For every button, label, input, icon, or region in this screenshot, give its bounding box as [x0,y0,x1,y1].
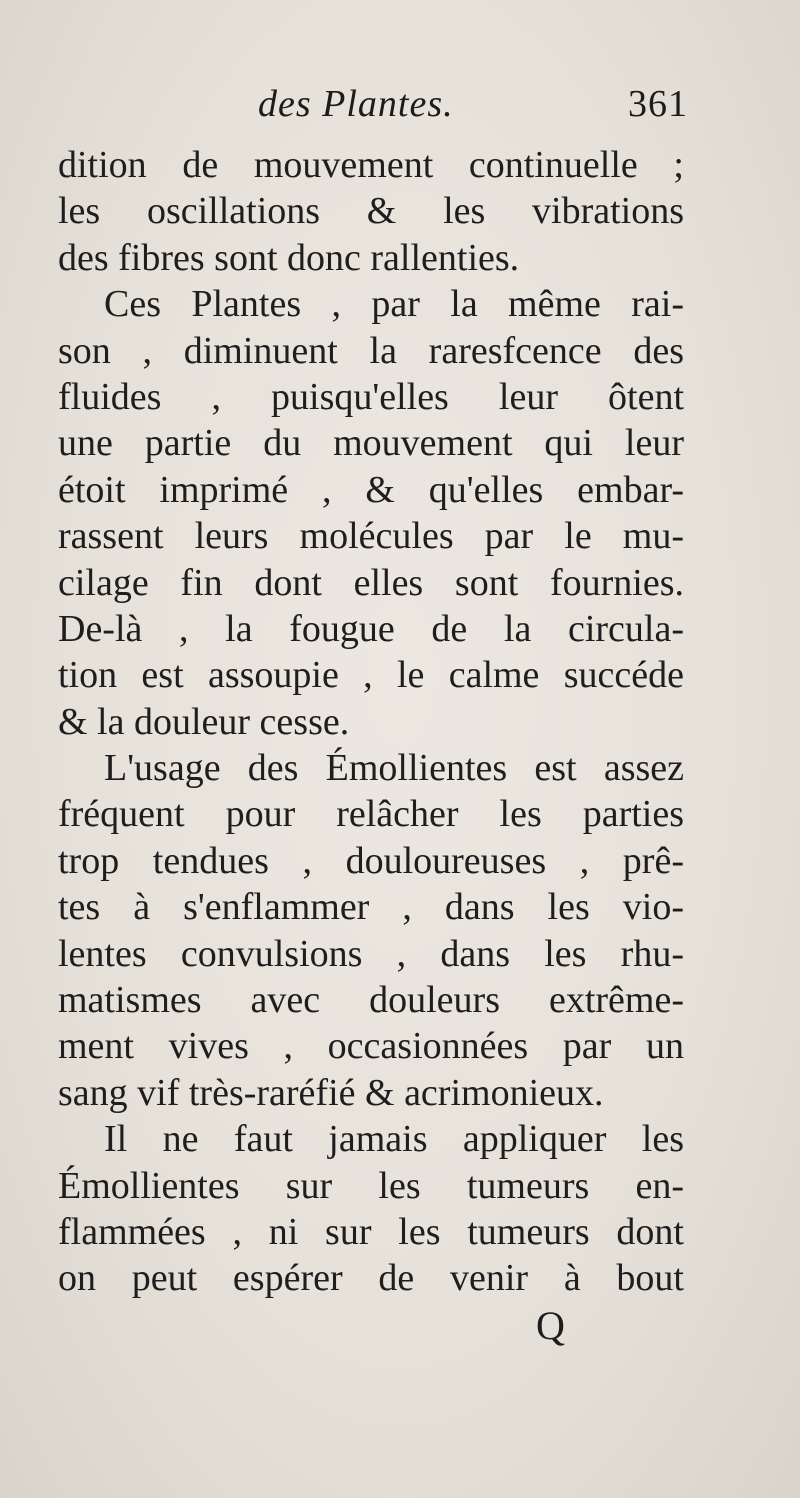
text-line: on peut espérer de venir à bout [58,1257,684,1300]
text-line: trop tendues , douloureuses , prê- [58,839,684,882]
page-header [258,82,688,132]
body-text [58,142,684,1302]
text-line: tes à s'enflammer , dans les vio- [58,886,684,929]
text-line: rassent leurs molécules par le mu- [58,515,684,558]
text-line: Émollientes sur les tumeurs en- [58,1164,684,1207]
text-line: sang vif très-raréfié & acrimonieux. [58,1071,604,1114]
running-title: des Plantes. [258,83,454,125]
text-line: fluides , puisqu'elles leur ôtent [58,375,684,418]
text-line: lentes convulsions , dans les rhu- [58,932,684,975]
text-line: flammées , ni sur les tumeurs dont [58,1210,684,1253]
text-line: étoit imprimé , & qu'elles embar- [58,468,684,511]
text-line: cilage fin dont elles sont fournies. [58,561,684,604]
text-line: dition de mouvement continuelle ; [58,144,684,186]
page-number: 361 [628,83,688,125]
text-line: De-là , la fougue de la circula- [58,607,684,650]
signature-mark: Q [536,1303,565,1348]
text-line: les oscillations & les vibrations [58,190,684,233]
text-line: tion est assoupie , le calme succéde [58,654,684,697]
text-line: des fibres sont donc rallenties. [58,236,520,279]
text-line: ment vives , occasionnées par un [58,1025,684,1068]
text-line: une partie du mouvement qui leur [58,422,684,465]
text-line: matismes avec douleurs extrême- [58,979,684,1022]
text-line: fréquent pour relâcher les parties [58,793,684,836]
paragraph-start-line: Il ne faut jamais appliquer les [104,1118,684,1161]
paragraph-start-line: L'usage des Émollientes est assez [104,747,684,790]
paragraph-start-line: Ces Plantes , par la même rai- [104,283,684,326]
text-line: son , diminuent la raresfcence des [58,329,684,372]
text-line: & la douleur cesse. [58,700,350,743]
